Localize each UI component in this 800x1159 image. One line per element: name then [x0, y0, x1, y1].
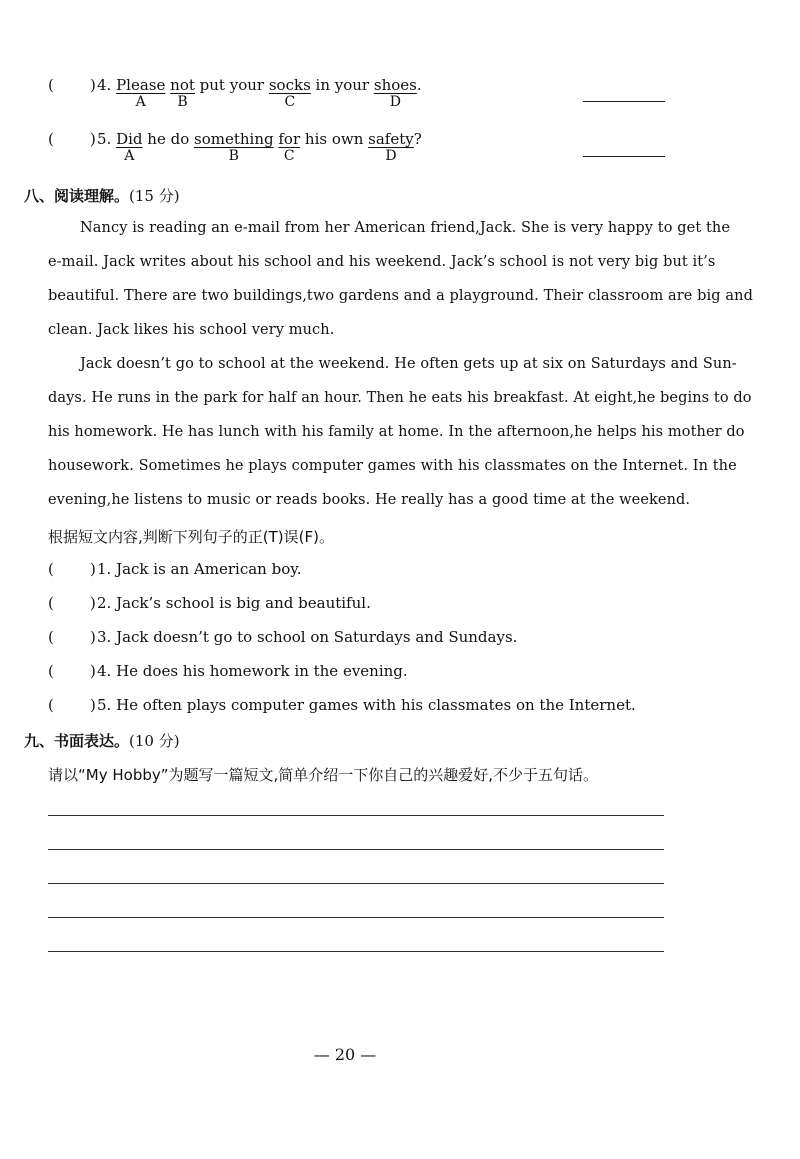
option-letter: B — [177, 94, 188, 110]
tf-question-3: 3. Jack doesn’t go to school on Saturdays and Sundays. — [97, 628, 518, 646]
underlined-option-c: for C — [278, 130, 301, 164]
option-letter: C — [284, 94, 296, 110]
writing-line-5 — [48, 951, 664, 952]
underlined-option-c: socks C — [268, 76, 311, 110]
answer-paren-open: ( — [48, 560, 54, 578]
sentence-text: his own — [300, 130, 369, 148]
tf-question-2: 2. Jack’s school is big and beautiful. — [97, 594, 371, 612]
option-letter: B — [228, 148, 239, 164]
writing-line-2 — [48, 849, 664, 850]
error-item-4-sentence — [97, 76, 422, 110]
answer-paren-open: ( — [48, 76, 54, 94]
section-8-title: 八、阅读理解。 — [24, 187, 130, 205]
writing-line-3 — [48, 883, 664, 884]
error-item-5-sentence — [97, 130, 422, 164]
passage-p2-line-3: his homework. He has lunch with his family at home. In the afternoon,he helps his mother do — [48, 424, 745, 440]
passage-p2-line-2: days. He runs in the park for half an hour. Then he eats his breakfast. At eight,he begins to do — [48, 390, 752, 406]
answer-paren-close: ) — [90, 696, 96, 714]
answer-paren-close: ) — [90, 594, 96, 612]
option-letter: A — [124, 148, 135, 164]
item-number: 5. — [97, 130, 112, 148]
sentence-text: . — [416, 76, 422, 94]
writing-line-1 — [48, 815, 664, 816]
section-8-points: (15 分) — [129, 187, 180, 205]
answer-paren-close: ) — [90, 560, 96, 578]
writing-prompt: 请以“My Hobby”为题写一篇短文,简单介绍一下你自己的兴趣爱好,不少于五句话。 — [48, 766, 599, 784]
answer-line-4 — [583, 101, 665, 102]
passage-p2-line-1: Jack doesn’t go to school at the weekend. He often gets up at six on Saturdays and Sun- — [80, 356, 737, 372]
passage-p1-line-1: Nancy is reading an e-mail from her American friend,Jack. She is very happy to get the — [80, 220, 731, 236]
answer-line-5 — [583, 156, 665, 157]
section-9-points: (10 分) — [129, 732, 180, 750]
writing-line-4 — [48, 917, 664, 918]
answer-paren-open: ( — [48, 696, 54, 714]
underlined-option-b: not B — [170, 76, 195, 110]
underlined-option-a: Did A — [116, 130, 143, 164]
option-letter: C — [283, 148, 295, 164]
answer-paren-open: ( — [48, 130, 54, 148]
answer-paren-open: ( — [48, 628, 54, 646]
option-letter: D — [389, 94, 401, 110]
page-number: — 20 — — [313, 1045, 377, 1064]
tf-question-4: 4. He does his homework in the evening. — [97, 662, 408, 680]
passage-p2-line-5: evening,he listens to music or reads books. He really has a good time at the weekend. — [48, 492, 691, 508]
answer-paren-close: ) — [90, 76, 96, 94]
answer-paren-open: ( — [48, 662, 54, 680]
answer-paren-close: ) — [90, 130, 96, 148]
answer-paren-open: ( — [48, 594, 54, 612]
underlined-option-b: something B — [194, 130, 274, 164]
underlined-option-d: shoes D — [373, 76, 417, 110]
option-letter: D — [385, 148, 397, 164]
section-9-title: 九、书面表达。 — [24, 732, 130, 750]
section-9-heading — [24, 730, 180, 751]
sentence-text: ? — [413, 130, 422, 148]
section-8-heading — [24, 185, 180, 206]
passage-p1-line-4: clean. Jack likes his school very much. — [48, 322, 335, 338]
tf-question-5: 5. He often plays computer games with his classmates on the Internet. — [97, 696, 636, 714]
underlined-option-a: Please A — [116, 76, 166, 110]
passage-p2-line-4: housework. Sometimes he plays computer games with his classmates on the Internet. In the — [48, 458, 737, 474]
tf-instruction: 根据短文内容,判断下列句子的正(T)误(F)。 — [48, 528, 334, 546]
sentence-text: in your — [310, 76, 374, 94]
passage-p1-line-3: beautiful. There are two buildings,two gardens and a playground. Their classroom are big and — [48, 288, 753, 304]
item-number: 4. — [97, 76, 112, 94]
passage-p1-line-2: e-mail. Jack writes about his school and his weekend. Jack’s school is not very big but it’s — [48, 254, 716, 270]
answer-paren-close: ) — [90, 662, 96, 680]
answer-paren-close: ) — [90, 628, 96, 646]
sentence-text: put your — [194, 76, 269, 94]
sentence-text: he do — [142, 130, 195, 148]
tf-question-1: 1. Jack is an American boy. — [97, 560, 302, 578]
underlined-option-d: safety D — [368, 130, 414, 164]
option-letter: A — [135, 94, 146, 110]
